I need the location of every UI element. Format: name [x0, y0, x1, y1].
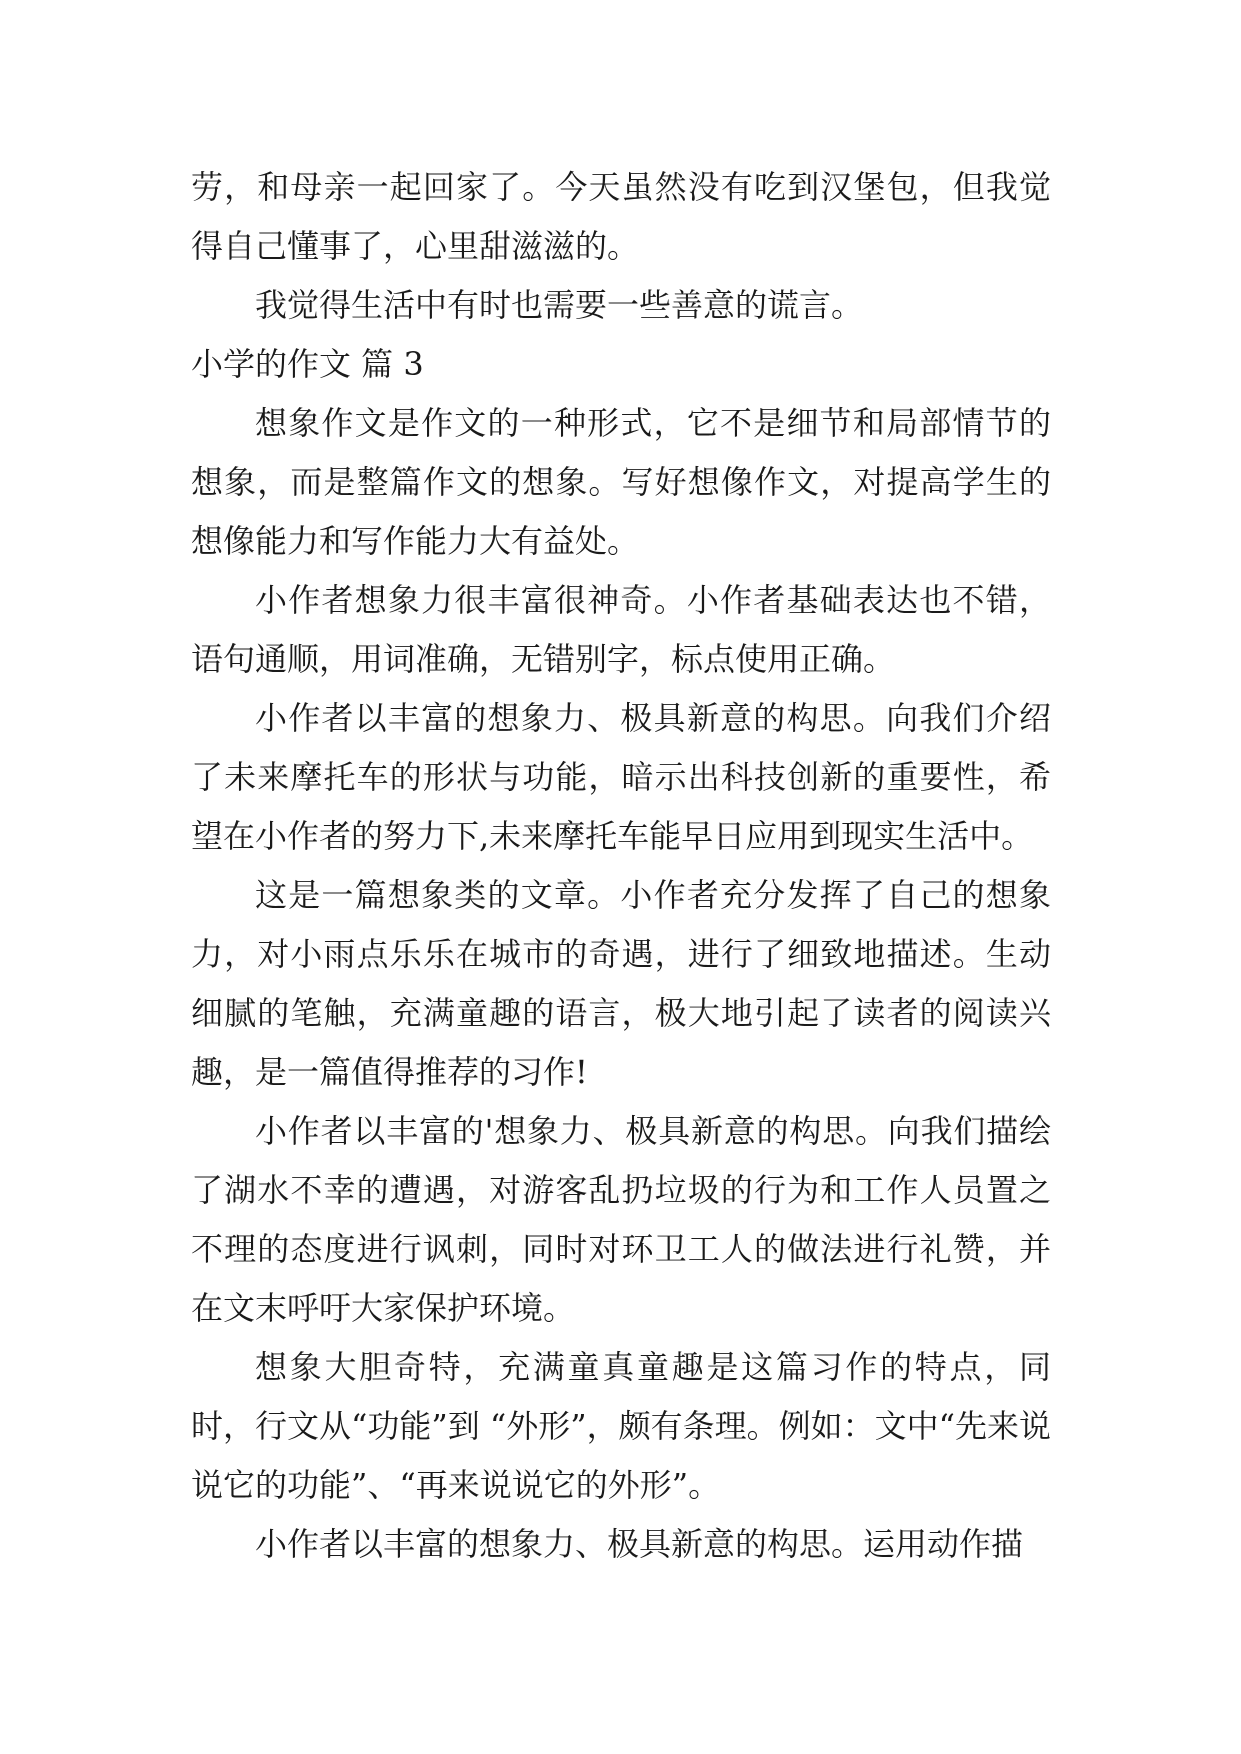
paragraph: 劳，和母亲一起回家了。今天虽然没有吃到汉堡包，但我觉得自己懂事了，心里甜滋滋的。 [191, 168, 1051, 265]
section-heading: 小学的作文 篇 3 [191, 345, 424, 383]
paragraph: 小作者以丰富的想象力、极具新意的构思。向我们介绍了未来摩托车的形状与功能，暗示出科技创新的重要性，希望在小作者的努力下,未来摩托车能早日应用到现实生活中。 [191, 699, 1051, 855]
paragraph: 小作者以丰富的想象力、极具新意的构思。运用动作描 [255, 1525, 1024, 1563]
paragraph: 想象大胆奇特，充满童真童趣是这篇习作的特点，同时，行文从“功能”到 “外形”，颇有条理。例如：文中“先来说说它的功能”、“再来说说它的外形”。 [191, 1348, 1051, 1504]
paragraph: 想象作文是作文的一种形式，它不是细节和局部情节的想象，而是整篇作文的想象。写好想像作文，对提高学生的想像能力和写作能力大有益处。 [191, 404, 1051, 560]
paragraph: 小作者想象力很丰富很神奇。小作者基础表达也不错，语句通顺，用词准确，无错别字，标点使用正确。 [191, 581, 1051, 678]
paragraph: 小作者以丰富的'想象力、极具新意的构思。向我们描绘了湖水不幸的遭遇，对游客乱扔垃圾的行为和工作人员置之不理的态度进行讽刺，同时对环卫工人的做法进行礼赞，并在文末呼吁大家保护环境。 [191, 1112, 1051, 1327]
paragraph: 我觉得生活中有时也需要一些善意的谎言。 [255, 286, 864, 324]
document-body [191, 158, 1051, 1574]
paragraph: 这是一篇想象类的文章。小作者充分发挥了自己的想象力，对小雨点乐乐在城市的奇遇，进行了细致地描述。生动细腻的笔触，充满童趣的语言，极大地引起了读者的阅读兴趣，是一篇值得推荐的习作! [191, 876, 1051, 1091]
